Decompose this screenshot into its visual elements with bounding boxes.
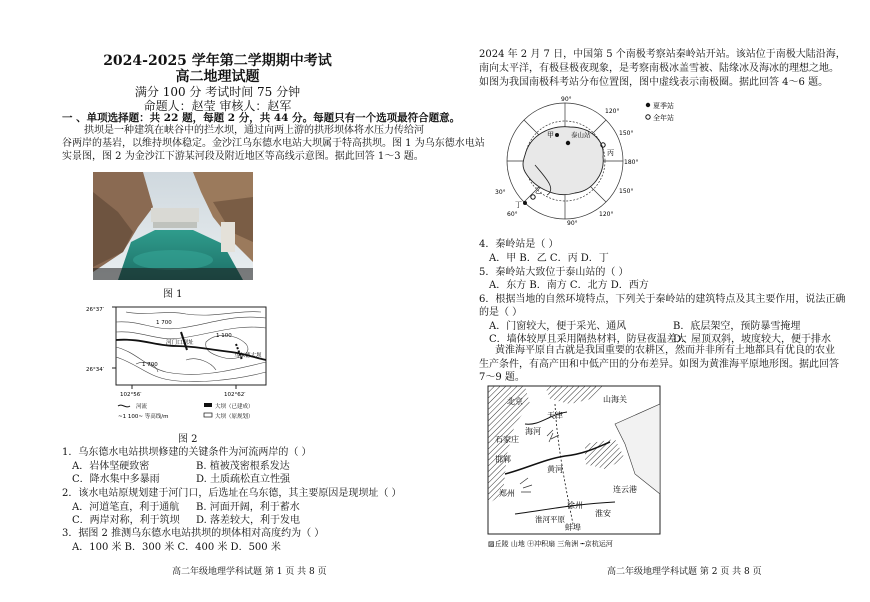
intro-line-1: 拱坝是一种建筑在峡谷中的拦水坝，通过向两上游的拱形坝体将水压力传给河 <box>84 125 424 136</box>
lon-150-top: 150° <box>619 130 634 137</box>
lon-right-label: 102°62′ <box>224 392 246 398</box>
city-lianyungang: 连云港 <box>613 485 637 494</box>
lon-60: 60° <box>507 211 518 218</box>
city-tianjin: 天津 <box>547 411 563 420</box>
plain-map <box>485 384 665 550</box>
plain-huaihe: 淮河平原 <box>535 515 565 524</box>
lon-150-bottom: 150° <box>619 188 634 195</box>
exam-subject-title: 高二地理试题 <box>175 69 260 85</box>
antarctic-map <box>495 95 705 225</box>
page-2-footer: 高二年级地理学科试题 第 2 页 共 8 页 <box>607 567 762 577</box>
river-hai: 海河 <box>525 427 541 436</box>
question-1: 1．乌东德水电站拱坝修建的关键条件为河流两岸的（ ） <box>62 447 312 458</box>
contour-1700a: 1 700 <box>156 320 172 326</box>
r-intro-line-1: 2024 年 2 月 7 日，中国第 5 个南极考察站秦岭站开站。该站位于南极大陆沿海， <box>479 49 846 60</box>
q6-option-d: D．屋顶双斜，坡度较大，便于排水 <box>673 334 832 345</box>
lon-30: 30° <box>495 189 506 196</box>
city-bengbu: 蚌埠 <box>565 523 581 532</box>
contour-1100: 1 100 <box>216 333 232 339</box>
q1-option-c: C．降水集中多暴雨 <box>72 474 160 485</box>
station-bing-label: 丙 <box>607 149 614 157</box>
lon-180: 180° <box>624 159 639 166</box>
r-intro2-line-2: 生产条件，有高产田和中低产田的分布差异。如图为黄淮海平原地形图。据此回答 <box>479 359 839 370</box>
q6-option-b: B．底层架空，预防暴雪掩埋 <box>673 321 801 332</box>
station-yi-label: 乙 <box>535 187 542 195</box>
exam-title: 2024-2025 学年第二学期期中考试 <box>103 53 332 69</box>
q2-option-a: A．河道笔直，利于通航 <box>72 502 180 513</box>
figure-2-caption: 图 2 <box>178 434 198 445</box>
q2-option-b: B. 河面开阔，利于蓄水 <box>196 502 300 513</box>
city-beijing: 北京 <box>507 397 523 406</box>
question-4: 4．秦岭站是（ ） <box>479 239 559 250</box>
q6-option-a: A．门窗较大，便于采光、通风 <box>489 321 627 332</box>
q4-options: A．甲 B．乙 C．丙 D．丁 <box>489 253 609 264</box>
figure-1-caption: 图 1 <box>163 289 183 300</box>
q3-options: A．100 米 B．300 米 C．400 米 D．500 米 <box>72 542 281 553</box>
question-3: 3．据图 2 推测乌东德水电站拱坝的坝体相对高度约为（ ） <box>62 528 325 539</box>
lat-top-label: 26°37′ <box>86 307 104 313</box>
station-jia-label: 甲 <box>547 131 554 139</box>
intro-line-2: 谷两岸的基岩，以维持坝体稳定。金沙江乌东德水电站大坝属于特高拱坝。图 1 为乌东德水电站 <box>62 138 485 149</box>
station-ding-label: 丁 <box>515 201 522 209</box>
q1-option-b: B. 植被茂密根系发达 <box>196 461 290 472</box>
city-shanhaiguan: 山海关 <box>603 395 627 404</box>
q1-option-a: A．岩体坚硬致密 <box>72 461 150 472</box>
r-intro2-line-1: 黄淮海平原自古就是我国重要的农耕区，然而并非所有土地都具有优良的农业 <box>495 345 835 356</box>
q6-option-c: C．墙体较厚且采用隔热材料，防昼夜温差大 <box>489 334 687 345</box>
lat-bottom-label: 26°34′ <box>86 367 104 373</box>
dam-photo <box>93 172 253 280</box>
section-heading: 一 、单项选择题：共 22 题，每题 2 分，共 44 分。每题只有一个选项最符合题意。 <box>62 112 461 124</box>
q2-option-c: C．两岸对称，利于筑坝 <box>72 515 180 526</box>
page-1-footer: 高二年级地理学科试题 第 1 页 共 8 页 <box>172 567 327 577</box>
question-5: 5．秦岭站大致位于泰山站的（ ） <box>479 267 629 278</box>
contour-map <box>86 302 276 427</box>
exam-authors: 命题人：赵莹 审核人：赵军 <box>143 99 292 113</box>
r-intro-line-3: 如图为我国南极科考站分布位置图，图中虚线表示南极圈。据此回答 4～6 题。 <box>479 77 829 88</box>
city-zhengzhou: 郑州 <box>499 489 515 498</box>
legend-contour: ~1 100~ 等高线/m <box>118 414 169 420</box>
legend-river: 河流 <box>136 404 148 410</box>
plain-map-legend: ▨丘陵 山地 ㊉冲积扇 三角洲 ┅京杭运河 <box>488 540 613 548</box>
question-6: 6．根据当地的自然环境特点，下列关于秦岭站的建筑特点及其主要作用，说法正确 <box>479 294 846 305</box>
legend-dam-plan: 大坝（原规划） <box>215 414 254 420</box>
r-intro2-line-3: 7～9 题。 <box>479 372 525 383</box>
q2-option-d: D. 落差较大，利于发电 <box>196 515 301 526</box>
station-yi-marker <box>531 195 535 199</box>
lon-120-top: 120° <box>605 108 620 115</box>
q1-option-d: D. 土质疏松直立性强 <box>196 474 291 485</box>
city-xuzhou: 徐州 <box>567 501 583 510</box>
legend-year-station: 全年站 <box>653 114 674 122</box>
city-handan: 邯郸 <box>495 455 511 464</box>
legend-dam-built: 大坝（已建成） <box>215 404 254 410</box>
station-ding-marker <box>523 201 527 205</box>
legend-summer-station: 夏季站 <box>653 102 674 110</box>
exam-score-time: 满分 100 分 考试时间 75 分钟 <box>134 85 301 99</box>
q5-options: A．东方 B．南方 C．北方 D．西方 <box>489 280 649 291</box>
lon-90-top: 90° <box>561 96 572 103</box>
r-intro-line-2: 南向太平洋，有极昼极夜现象，是考察南极冰盖雪被、陆缘冰及海冰的理想之地。 <box>479 63 839 74</box>
question-2: 2．该水电站原规划建于河门口，后选址在乌东德，其主要原因是现坝址（ ） <box>62 488 402 499</box>
question-6-cont: 的是（ ） <box>479 307 523 318</box>
hekou-label: 河门口坝址 <box>166 340 194 346</box>
lon-left-label: 102°56′ <box>120 392 142 398</box>
udd-label: 乌东德大坝 <box>234 353 262 359</box>
contour-1700b: 1 700 <box>142 362 158 368</box>
station-jia-marker <box>555 133 559 137</box>
station-taishan-marker <box>566 141 570 145</box>
intro-line-3: 实景图，图 2 为金沙江下游某河段及附近地区等高线示意图。据此回答 1～3 题。 <box>62 151 424 162</box>
city-shijiazhuang: 石家庄 <box>495 435 519 444</box>
city-huaian: 淮安 <box>595 509 611 518</box>
station-taishan-label: 泰山站 <box>571 131 591 139</box>
lon-90-bottom: 90° <box>567 220 578 225</box>
river-yellow: 黄河 <box>547 465 563 474</box>
lon-120-bottom: 120° <box>599 211 614 218</box>
